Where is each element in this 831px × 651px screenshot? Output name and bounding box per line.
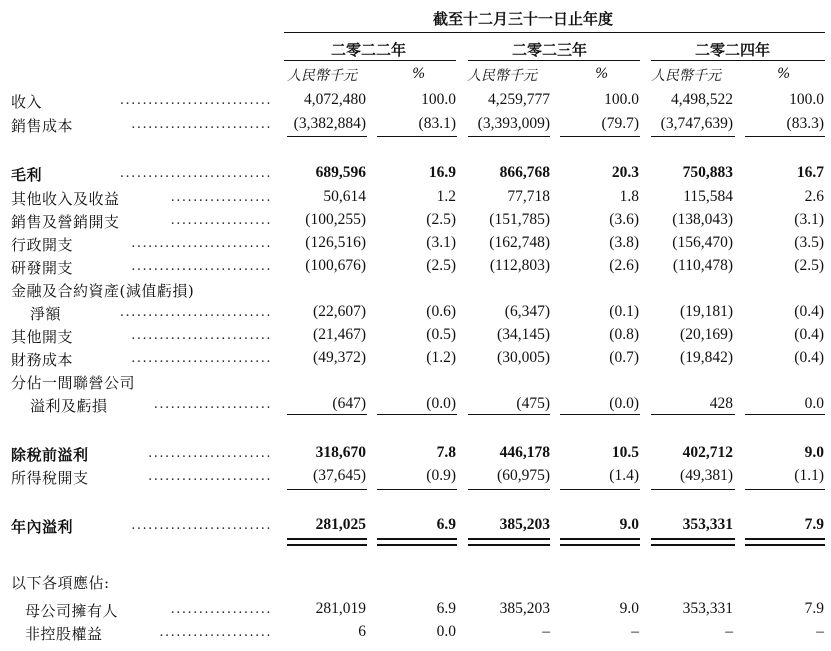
percent-cell: (83.3) [786,115,824,132]
percent-cell: (0.6) [426,303,456,320]
row-label: 其他開支 [11,328,74,346]
amount-cell: (3,393,009) [477,115,550,132]
rule-cost-2024-amt [651,136,735,137]
percent-cell: 100.0 [421,91,456,108]
amount-cell: (49,381) [680,467,733,484]
amount-cell: 4,259,777 [488,91,550,108]
percent-cell: (3.5) [794,234,824,251]
percent-cell: 9.0 [804,444,824,461]
percent-cell: (3.8) [609,234,639,251]
year-heading-2023: 二零二三年 [512,41,588,59]
percent-cell: – [631,623,639,640]
rule-assoc-2022-pct [377,414,457,415]
amount-cell: (475) [516,395,550,412]
percent-cell: (0.8) [609,326,639,343]
year-heading-2024: 二零二四年 [695,41,771,59]
percent-cell: (0.0) [426,395,456,412]
amount-cell: (647) [332,395,366,412]
percent-cell: 0.0 [804,395,824,412]
amount-cell: 866,768 [499,164,550,181]
amount-cell: 446,178 [499,444,550,461]
row-label: 銷售及營銷開支 [11,213,120,231]
row-label: 收入 [11,93,43,111]
leader-dots: ..................... [153,397,272,412]
amount-cell: – [542,623,550,640]
percent-cell: 9.0 [619,516,639,533]
rule-tax-2023-pct [560,489,640,490]
percent-cell: 9.0 [619,600,639,617]
percent-cell: 7.8 [436,444,456,461]
percent-cell: (1.4) [609,467,639,484]
percent-cell: (0.9) [426,467,456,484]
row-label: 研發開支 [11,259,74,277]
double-rule-2022-amt [287,538,367,546]
percent-cell: (0.0) [609,395,639,412]
row-label: 財務成本 [11,351,74,369]
percent-cell: (0.1) [609,303,639,320]
percent-cell: 100.0 [604,91,639,108]
percent-cell: 10.5 [611,444,639,461]
leader-dots: ......................... [131,259,272,274]
amount-cell: (162,748) [489,234,550,251]
leader-dots: .................... [159,625,272,640]
amount-cell: 750,883 [682,164,733,181]
amount-cell: (22,607) [313,303,366,320]
amount-cell: (20,169) [680,326,733,343]
leader-dots: .................. [170,602,272,617]
rule-assoc-2022-amt [287,414,367,415]
percent-cell: (79.7) [601,115,639,132]
percent-cell: 1.2 [436,188,456,205]
leader-dots: ...................... [148,446,272,461]
leader-dots: ......................... [131,328,272,343]
row-label: 毛利 [11,166,43,184]
percent-cell: (0.7) [609,349,639,366]
row-label: 年內溢利 [11,518,74,536]
amount-cell: (19,181) [680,303,733,320]
period-rule [284,32,825,33]
amount-cell: (126,516) [305,234,366,251]
percent-cell: (3.1) [794,211,824,228]
year-rule-2023 [468,60,640,61]
amount-cell: – [725,623,733,640]
row-label: 淨額 [30,305,62,323]
rule-tax-2024-pct [745,489,825,490]
rule-tax-2022-amt [287,489,367,490]
row-label: 金融及合約資產(減值虧損) [11,282,195,300]
row-label: 所得稅開支 [11,469,89,487]
amount-cell: 281,019 [315,600,366,617]
amount-cell: 4,498,522 [671,91,733,108]
unit-pct-2024: % [777,66,791,82]
amount-cell: 6 [358,623,366,640]
amount-cell: 385,203 [499,516,550,533]
year-rule-2022 [284,60,456,61]
leader-dots: ........................... [119,93,272,108]
percent-cell: 100.0 [789,91,824,108]
percent-cell: (83.1) [418,115,456,132]
rule-cost-2022-amt [287,136,367,137]
amount-cell: 402,712 [682,444,733,461]
leader-dots: .................. [170,190,272,205]
rule-cost-2023-amt [468,136,550,137]
row-label: 行政開支 [11,236,74,254]
unit-pct-2022: % [412,66,426,82]
leader-dots: ......................... [131,518,272,533]
amount-cell: (100,255) [305,211,366,228]
unit-pct-2023: % [595,66,609,82]
percent-cell: 1.8 [619,188,639,205]
double-rule-2022-pct [377,538,457,546]
row-label: 以下各項應佔: [11,574,110,592]
amount-cell: 50,614 [323,188,366,205]
percent-cell: (1.1) [794,467,824,484]
percent-cell: 16.7 [796,164,824,181]
amount-cell: (3,382,884) [293,115,366,132]
row-label: 銷售成本 [11,117,74,135]
leader-dots: ........................... [119,305,272,320]
amount-cell: (60,975) [497,467,550,484]
leader-dots: ......................... [131,117,272,132]
percent-cell: (2.5) [426,211,456,228]
percent-cell: (3.1) [426,234,456,251]
year-heading-2022: 二零二二年 [331,41,407,59]
amount-cell: 353,331 [682,600,733,617]
rule-assoc-2023-pct [560,414,640,415]
leader-dots: ......................... [131,236,272,251]
amount-cell: 4,072,480 [304,91,366,108]
amount-cell: (30,005) [497,349,550,366]
amount-cell: 318,670 [315,444,366,461]
amount-cell: (34,145) [497,326,550,343]
percent-cell: 16.9 [428,164,456,181]
amount-cell: 77,718 [507,188,550,205]
amount-cell: (138,043) [672,211,733,228]
row-label: 母公司擁有人 [25,602,119,620]
row-label: 分佔一間聯營公司 [11,374,136,392]
leader-dots: .................. [170,213,272,228]
amount-cell: (151,785) [489,211,550,228]
percent-cell: (2.5) [794,257,824,274]
amount-cell: (37,645) [313,467,366,484]
year-rule-2024 [651,60,825,61]
amount-cell: 353,331 [682,516,733,533]
percent-cell: (0.4) [794,349,824,366]
rule-assoc-2024-pct [745,414,825,415]
row-label: 溢利及虧損 [30,397,108,415]
rule-tax-2023-amt [468,489,550,490]
rule-cost-2024-pct [745,136,825,137]
rule-cost-2022-pct [377,136,457,137]
percent-cell: 2.6 [804,188,824,205]
percent-cell: 0.0 [436,623,456,640]
leader-dots: ...................... [148,469,272,484]
leader-dots: ........................... [119,166,272,181]
percent-cell: (3.6) [609,211,639,228]
amount-cell: 115,584 [683,188,733,205]
percent-cell: (2.6) [609,257,639,274]
amount-cell: (100,676) [305,257,366,274]
rule-assoc-2023-amt [468,414,550,415]
amount-cell: (112,803) [489,257,550,274]
percent-cell: (0.4) [794,303,824,320]
percent-cell: – [816,623,824,640]
amount-cell: 428 [709,395,733,412]
unit-rmb-2023: 人民幣千元 [467,68,537,84]
row-label: 除稅前溢利 [11,446,89,464]
unit-rmb-2024: 人民幣千元 [651,68,721,84]
rule-tax-2022-pct [377,489,457,490]
leader-dots: ......................... [131,351,272,366]
percent-cell: (0.4) [794,326,824,343]
amount-cell: 689,596 [315,164,366,181]
percent-cell: (1.2) [426,349,456,366]
double-rule-2023-amt [468,538,550,546]
double-rule-2024-amt [651,538,735,546]
amount-cell: (19,842) [680,349,733,366]
row-label: 非控股權益 [25,625,103,643]
rule-assoc-2024-amt [651,414,735,415]
rule-cost-2023-pct [560,136,640,137]
period-heading: 截至十二月三十一日止年度 [433,10,614,28]
percent-cell: 7.9 [804,516,824,533]
double-rule-2024-pct [745,538,825,546]
percent-cell: 6.9 [436,516,456,533]
amount-cell: (49,372) [313,349,366,366]
amount-cell: (21,467) [313,326,366,343]
rule-tax-2024-amt [651,489,735,490]
double-rule-2023-pct [560,538,640,546]
percent-cell: 20.3 [611,164,639,181]
amount-cell: (3,747,639) [660,115,733,132]
amount-cell: (110,478) [672,257,733,274]
amount-cell: (6,347) [504,303,550,320]
amount-cell: (156,470) [672,234,733,251]
percent-cell: (2.5) [426,257,456,274]
row-label: 其他收入及收益 [11,190,120,208]
percent-cell: 7.9 [804,600,824,617]
amount-cell: 281,025 [315,516,366,533]
unit-rmb-2022: 人民幣千元 [287,68,357,84]
percent-cell: 6.9 [436,600,456,617]
amount-cell: 385,203 [499,600,550,617]
percent-cell: (0.5) [426,326,456,343]
